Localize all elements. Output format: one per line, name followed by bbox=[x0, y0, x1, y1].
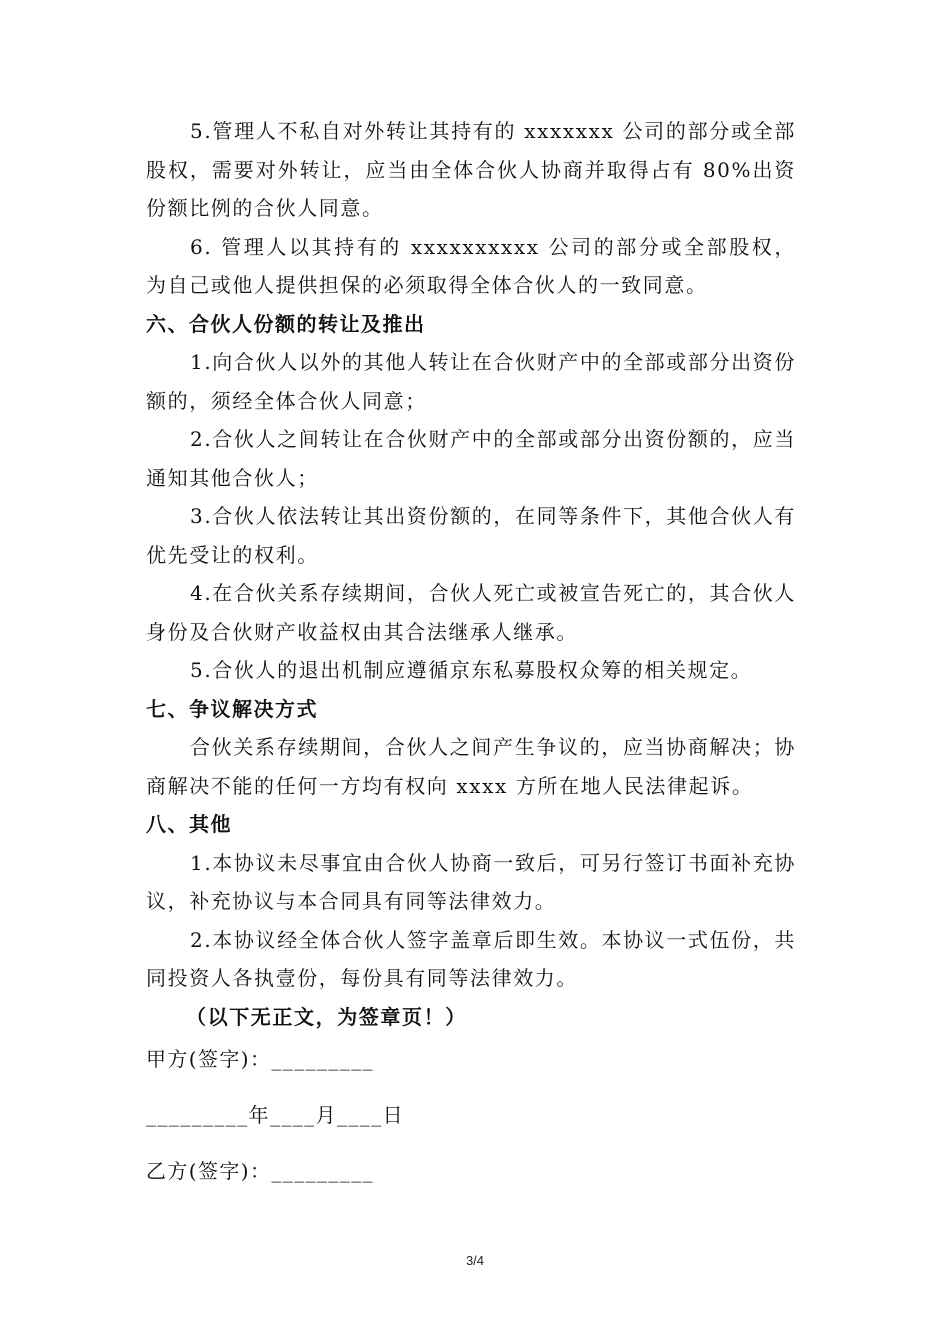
section-heading-share-transfer: 六、合伙人份额的转让及推出 bbox=[146, 311, 426, 336]
clause-6-equity-guarantee: 6. 管理人以其持有的 xxxxxxxxxx 公司的部分或全部股权，为自己或他人提供担保的必须取得全体合伙人的一致同意。 bbox=[146, 234, 796, 297]
share-transfer-clause-2: 2.合伙人之间转让在合伙财产中的全部或部分出资份额的，应当通知其他合伙人； bbox=[146, 427, 796, 490]
party-b-signature-line: 乙方(签字)：_________ bbox=[146, 1159, 375, 1183]
share-transfer-clause-5: 5.合伙人的退出机制应遵循京东私募股权众筹的相关规定。 bbox=[190, 658, 753, 682]
share-transfer-clause-4: 4.在合伙关系存续期间，合伙人死亡或被宣告死亡的，其合伙人身份及合伙财产收益权由其合法继承人继承。 bbox=[146, 581, 796, 644]
share-transfer-clause-1: 1.向合伙人以外的其他人转让在合伙财产中的全部或部分出资份额的，须经全体合伙人同意； bbox=[146, 350, 796, 413]
section-heading-other: 八、其他 bbox=[146, 812, 232, 836]
document-body bbox=[146, 112, 796, 1036]
page-number: 3/4 bbox=[465, 1253, 485, 1268]
party-a-signature-line: 甲方(签字)：_________ bbox=[146, 1047, 375, 1071]
other-clause-2: 2.本协议经全体合伙人签字盖章后即生效。本协议一式伍份，共同投资人各执壹份，每份具有同等法律效力。 bbox=[146, 927, 796, 990]
share-transfer-clause-3: 3.合伙人依法转让其出资份额的，在同等条件下，其他合伙人有优先受让的权利。 bbox=[146, 504, 796, 567]
signature-date-line: _________年____月____日 bbox=[146, 1103, 404, 1127]
other-clause-1: 1.本协议未尽事宜由合伙人协商一致后，可另行签订书面补充协议，补充协议与本合同具有同等法律效力。 bbox=[146, 850, 796, 913]
clause-5-equity-transfer: 5.管理人不私自对外转让其持有的 xxxxxxx 公司的部分或全部股权，需要对外转让，应当由全体合伙人协商并取得占有 80%出资份额比例的合伙人同意。 bbox=[146, 119, 796, 220]
dispute-resolution-clause: 合伙关系存续期间，合伙人之间产生争议的，应当协商解决；协商解决不能的任何一方均有权向 xxxx 方所在地人民法律起诉。 bbox=[146, 735, 796, 798]
section-heading-dispute-resolution: 七、争议解决方式 bbox=[146, 696, 318, 721]
end-of-text-note: （以下无正文，为签章页！） bbox=[186, 1004, 467, 1029]
